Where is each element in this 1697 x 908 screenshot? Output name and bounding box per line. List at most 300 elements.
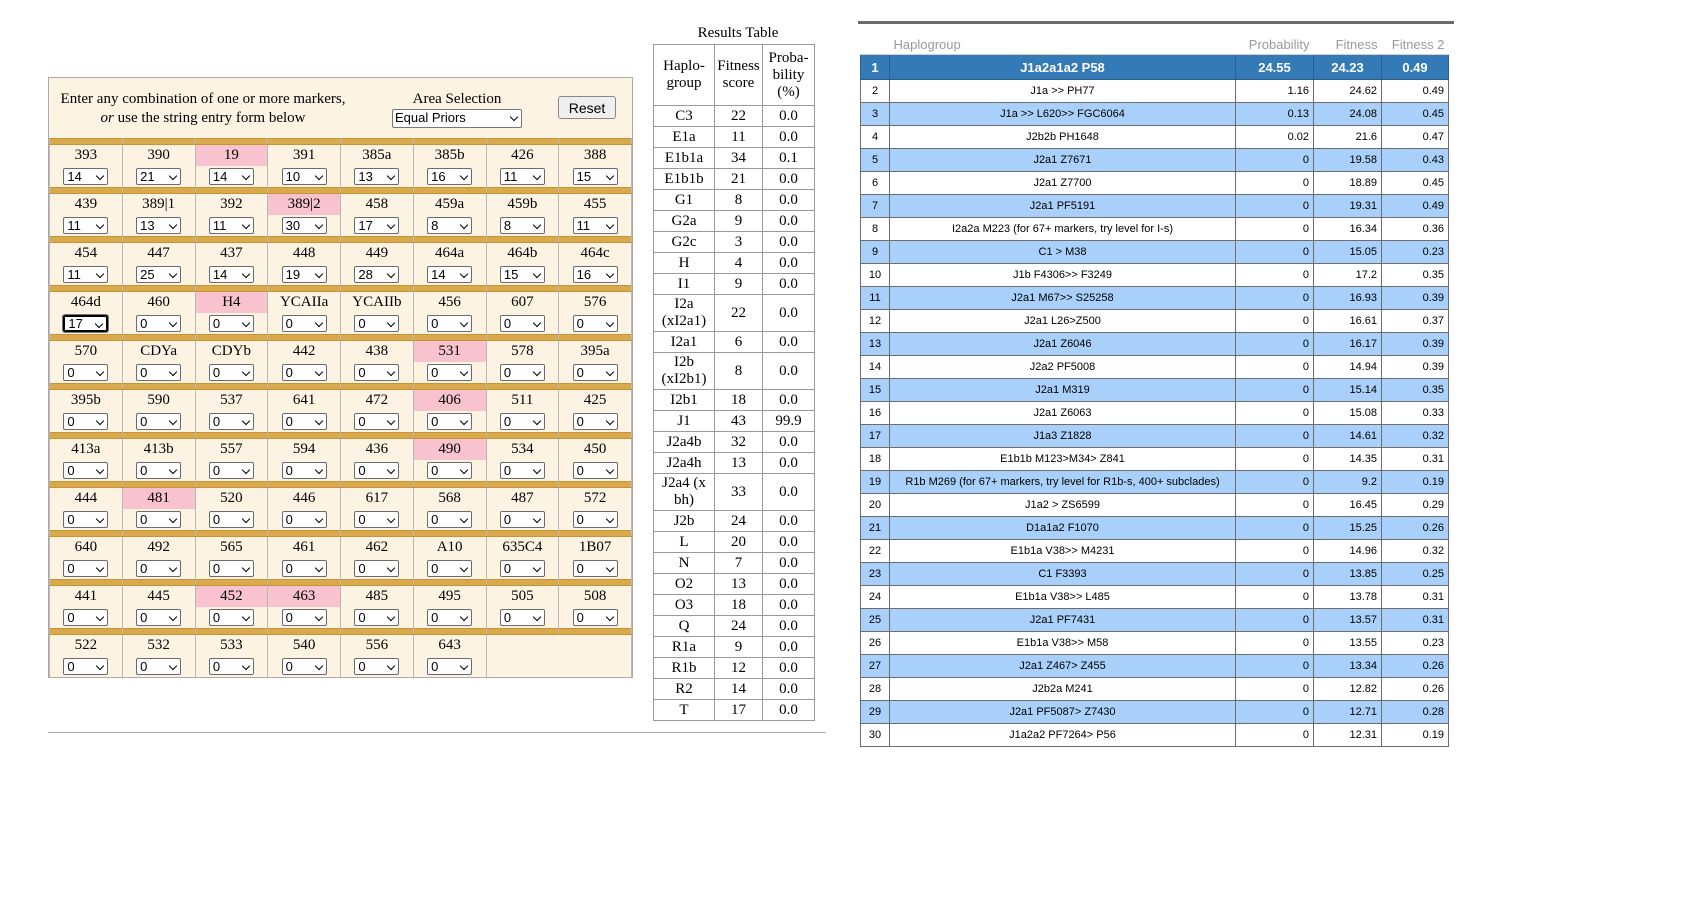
- marker-select[interactable]: [209, 511, 254, 528]
- marker-select[interactable]: [209, 217, 254, 234]
- haplogroup-grid[interactable]: [860, 34, 1452, 772]
- reset-button[interactable]: Reset: [558, 96, 616, 119]
- marker-select[interactable]: [354, 413, 399, 430]
- marker-select[interactable]: [63, 413, 108, 430]
- marker-select-value: 11: [503, 169, 518, 185]
- marker-select-value: 0: [503, 365, 512, 381]
- marker-select-value: 11: [67, 218, 81, 234]
- marker-select-value: 0: [431, 316, 439, 332]
- marker-label: 461: [268, 537, 341, 559]
- grid-row[interactable]: [861, 655, 1449, 678]
- chevron-down-icon: [169, 613, 177, 621]
- grid-row[interactable]: [861, 333, 1449, 356]
- marker-select-value: 0: [576, 365, 584, 381]
- marker-select-value: 0: [285, 316, 293, 332]
- marker-select[interactable]: [282, 364, 327, 381]
- marker-select-value: 13: [140, 218, 155, 234]
- marker-value-cell: [50, 460, 123, 482]
- marker-select[interactable]: [500, 413, 545, 430]
- area-selection-dropdown[interactable]: Equal Priors: [392, 109, 522, 128]
- marker-select-value: 0: [212, 463, 221, 479]
- marker-select-value: 0: [67, 414, 75, 430]
- grid-header-haplogroup[interactable]: Haplogroup: [890, 34, 1236, 55]
- marker-value-cell: [50, 411, 123, 433]
- area-selection-label: Area Selection: [412, 91, 502, 107]
- grid-row[interactable]: [861, 218, 1449, 241]
- grid-row-index: 6: [861, 172, 890, 195]
- grid-probability: 0: [1236, 724, 1314, 747]
- chevron-down-icon: [169, 221, 177, 229]
- grid-row[interactable]: [861, 724, 1449, 747]
- grid-row[interactable]: [861, 425, 1449, 448]
- chevron-down-icon: [169, 564, 177, 572]
- marker-select[interactable]: [573, 217, 618, 234]
- marker-value-cell: [195, 362, 268, 384]
- grid-row-index: 13: [861, 333, 890, 356]
- marker-value-cell: [486, 362, 559, 384]
- grid-header-fitness[interactable]: Fitness: [1314, 34, 1382, 55]
- grid-row[interactable]: [861, 195, 1449, 218]
- grid-row[interactable]: [861, 678, 1449, 701]
- grid-row[interactable]: [861, 55, 1449, 80]
- marker-value-cell: [486, 460, 559, 482]
- grid-header-fitness-2[interactable]: Fitness 2: [1382, 34, 1449, 55]
- grid-probability: 0: [1236, 195, 1314, 218]
- marker-value-cell: [341, 264, 414, 286]
- marker-label-row: [50, 537, 632, 559]
- results-row: [654, 148, 815, 169]
- marker-select[interactable]: [354, 364, 399, 381]
- marker-value-cell: [486, 166, 559, 188]
- marker-select[interactable]: [500, 511, 545, 528]
- marker-select[interactable]: [282, 609, 327, 626]
- marker-value-cell: [50, 509, 123, 531]
- results-fitness: 43: [715, 411, 763, 432]
- marker-select[interactable]: [63, 168, 108, 185]
- results-haplogroup: C3: [654, 106, 715, 127]
- marker-select[interactable]: [63, 511, 108, 528]
- results-row: [654, 295, 815, 332]
- grid-fitness-2: 0.26: [1382, 655, 1449, 678]
- grid-row[interactable]: [861, 632, 1449, 655]
- grid-fitness-2: 0.35: [1382, 379, 1449, 402]
- marker-value-cell: [413, 166, 486, 188]
- marker-label: 447: [122, 243, 195, 265]
- results-fitness: 34: [715, 148, 763, 169]
- marker-select[interactable]: [282, 511, 327, 528]
- marker-value-cell: [195, 460, 268, 482]
- marker-select[interactable]: [354, 511, 399, 528]
- marker-select[interactable]: [136, 364, 181, 381]
- chevron-down-icon: [605, 564, 613, 572]
- marker-select-value: 28: [358, 267, 373, 283]
- grid-row-index: 29: [861, 701, 890, 724]
- grid-haplogroup: J2b2b PH1648: [890, 126, 1236, 149]
- results-row: [654, 211, 815, 232]
- marker-label: H4: [195, 292, 268, 314]
- marker-select[interactable]: [63, 609, 108, 626]
- marker-select[interactable]: [209, 609, 254, 626]
- chevron-down-icon: [387, 564, 395, 572]
- marker-select[interactable]: [573, 609, 618, 626]
- results-haplogroup: I1: [654, 274, 715, 295]
- marker-select[interactable]: [500, 217, 545, 234]
- marker-value-cell: [268, 264, 341, 286]
- grid-row[interactable]: [861, 402, 1449, 425]
- marker-select[interactable]: [354, 217, 399, 234]
- marker-select[interactable]: [282, 315, 327, 332]
- marker-label: 459b: [486, 194, 559, 216]
- grid-row[interactable]: [861, 172, 1449, 195]
- grid-row-index: 9: [861, 241, 890, 264]
- marker-select[interactable]: [427, 609, 472, 626]
- marker-select[interactable]: [354, 658, 399, 675]
- grid-haplogroup: E1b1a V38>> M4231: [890, 540, 1236, 563]
- marker-label: 643: [413, 635, 486, 657]
- grid-haplogroup: J2a1 M319: [890, 379, 1236, 402]
- grid-row[interactable]: [861, 149, 1449, 172]
- marker-select[interactable]: [354, 609, 399, 626]
- grid-fitness-2: 0.19: [1382, 724, 1449, 747]
- grid-fitness: 16.45: [1314, 494, 1382, 517]
- marker-value-cell: [195, 656, 268, 677]
- grid-row[interactable]: [861, 494, 1449, 517]
- marker-select[interactable]: [136, 413, 181, 430]
- marker-value-cell: [122, 264, 195, 286]
- marker-select[interactable]: [354, 462, 399, 479]
- marker-select[interactable]: [354, 560, 399, 577]
- grid-fitness-2: 0.31: [1382, 448, 1449, 471]
- chevron-down-icon: [605, 172, 613, 180]
- results-haplogroup: Q: [654, 616, 715, 637]
- grid-haplogroup: J2a1 Z7671: [890, 149, 1236, 172]
- chevron-down-icon: [314, 221, 322, 229]
- marker-select[interactable]: [354, 315, 399, 332]
- marker-select[interactable]: [136, 511, 181, 528]
- marker-select-value: 0: [212, 512, 221, 528]
- marker-select[interactable]: [282, 168, 327, 185]
- results-fitness: 9: [715, 637, 763, 658]
- marker-select[interactable]: [209, 266, 254, 283]
- marker-select[interactable]: [63, 560, 108, 577]
- grid-fitness: 13.57: [1314, 609, 1382, 632]
- marker-select[interactable]: [63, 658, 108, 675]
- results-haplogroup: G1: [654, 190, 715, 211]
- grid-row[interactable]: [861, 701, 1449, 724]
- grid-row[interactable]: [861, 287, 1449, 310]
- grid-haplogroup: J2a1 PF5087> Z7430: [890, 701, 1236, 724]
- marker-select[interactable]: [573, 315, 618, 332]
- marker-select[interactable]: [63, 462, 108, 479]
- marker-value-cell: [268, 607, 341, 629]
- chevron-down-icon: [314, 172, 322, 180]
- grid-haplogroup: J1a2 > ZS6599: [890, 494, 1236, 517]
- marker-select[interactable]: [209, 658, 254, 675]
- marker-select-value: 0: [503, 463, 512, 479]
- chevron-down-icon: [387, 613, 395, 621]
- marker-select-value: 0: [576, 512, 584, 528]
- chevron-down-icon: [605, 515, 613, 523]
- marker-select[interactable]: [427, 168, 472, 185]
- marker-select[interactable]: [209, 462, 254, 479]
- marker-label: 594: [268, 439, 341, 461]
- marker-value-cell: [195, 313, 268, 335]
- marker-value-cell: [268, 509, 341, 531]
- marker-value-cell: [559, 166, 632, 188]
- marker-select-value: 21: [140, 169, 155, 185]
- marker-select-value: 25: [140, 267, 155, 283]
- results-probability: 0.0: [763, 532, 815, 553]
- marker-select-value: 0: [431, 561, 439, 577]
- marker-select[interactable]: [500, 609, 545, 626]
- grid-row-index: 1: [861, 55, 890, 80]
- marker-select-value: 0: [140, 414, 148, 430]
- marker-value-cell: [341, 607, 414, 629]
- marker-select[interactable]: [500, 168, 545, 185]
- marker-label: 458: [341, 194, 414, 216]
- marker-select[interactable]: [282, 217, 327, 234]
- grid-row-index: 28: [861, 678, 890, 701]
- marker-select[interactable]: [573, 266, 618, 283]
- marker-select[interactable]: [427, 511, 472, 528]
- marker-select[interactable]: [354, 266, 399, 283]
- grid-row[interactable]: [861, 540, 1449, 563]
- marker-select[interactable]: [500, 364, 545, 381]
- grid-row[interactable]: [861, 80, 1449, 103]
- grid-row[interactable]: [861, 310, 1449, 333]
- marker-select[interactable]: [282, 658, 327, 675]
- marker-select[interactable]: [427, 560, 472, 577]
- marker-value-cell: [268, 362, 341, 384]
- chevron-down-icon: [96, 221, 104, 229]
- results-probability: 0.0: [763, 432, 815, 453]
- grid-probability: 1.16: [1236, 80, 1314, 103]
- grid-header-probability[interactable]: Probability: [1236, 34, 1314, 55]
- chevron-down-icon: [169, 368, 177, 376]
- marker-label: 540: [268, 635, 341, 657]
- marker-select[interactable]: [136, 168, 181, 185]
- marker-label-row: [50, 439, 632, 461]
- marker-select[interactable]: [136, 217, 181, 234]
- marker-label: 487: [486, 488, 559, 510]
- grid-row[interactable]: [861, 448, 1449, 471]
- results-probability: 0.0: [763, 700, 815, 721]
- grid-probability: 0: [1236, 563, 1314, 586]
- instructions-text: Enter any combination of one or more markers, or use the string entry form below: [60, 91, 346, 126]
- marker-select-value: 8: [503, 218, 512, 234]
- marker-select-value: 0: [140, 659, 148, 675]
- marker-select[interactable]: [63, 315, 108, 332]
- marker-select-value: 0: [212, 414, 221, 430]
- marker-value-cell: [486, 313, 559, 335]
- marker-value-row: [50, 509, 632, 531]
- marker-label: 472: [341, 390, 414, 412]
- results-fitness: 21: [715, 169, 763, 190]
- chevron-down-icon: [533, 319, 541, 327]
- results-haplogroup: J2a4h: [654, 453, 715, 474]
- grid-fitness-2: 0.25: [1382, 563, 1449, 586]
- marker-select[interactable]: [282, 266, 327, 283]
- grid-row[interactable]: [861, 563, 1449, 586]
- marker-select[interactable]: [427, 266, 472, 283]
- marker-select-value: 0: [503, 561, 512, 577]
- marker-label: 448: [268, 243, 341, 265]
- marker-select[interactable]: [209, 315, 254, 332]
- grid-fitness: 12.71: [1314, 701, 1382, 724]
- marker-select-value: 0: [431, 463, 439, 479]
- marker-select[interactable]: [573, 168, 618, 185]
- marker-select[interactable]: [136, 266, 181, 283]
- chevron-down-icon: [242, 172, 250, 180]
- grid-row[interactable]: [861, 471, 1449, 494]
- marker-select[interactable]: [427, 462, 472, 479]
- marker-select[interactable]: [573, 413, 618, 430]
- grid-row[interactable]: [861, 379, 1449, 402]
- marker-select[interactable]: [427, 658, 472, 675]
- results-haplogroup: O3: [654, 595, 715, 616]
- marker-label-row: [50, 243, 632, 265]
- marker-select[interactable]: [354, 168, 399, 185]
- grid-probability: 0: [1236, 310, 1314, 333]
- grid-probability: 0: [1236, 448, 1314, 471]
- results-probability: 0.0: [763, 390, 815, 411]
- chevron-down-icon: [533, 564, 541, 572]
- marker-select[interactable]: [573, 462, 618, 479]
- grid-probability: 0.02: [1236, 126, 1314, 149]
- marker-select[interactable]: [136, 658, 181, 675]
- marker-value-row: [50, 558, 632, 580]
- grid-haplogroup: J2a1 PF7431: [890, 609, 1236, 632]
- grid-row[interactable]: [861, 264, 1449, 287]
- grid-fitness: 15.14: [1314, 379, 1382, 402]
- results-row: [654, 658, 815, 679]
- marker-label: 607: [486, 292, 559, 314]
- marker-value-cell: [50, 264, 123, 286]
- marker-label-row: [50, 145, 632, 167]
- marker-select[interactable]: [427, 413, 472, 430]
- grid-row[interactable]: [861, 609, 1449, 632]
- marker-select[interactable]: [209, 413, 254, 430]
- marker-value-cell: [559, 558, 632, 580]
- marker-select[interactable]: [63, 217, 108, 234]
- marker-label: CDYb: [195, 341, 268, 363]
- marker-label: 388: [559, 145, 632, 167]
- marker-label: A10: [413, 537, 486, 559]
- marker-select[interactable]: [209, 364, 254, 381]
- grid-row-index: 30: [861, 724, 890, 747]
- marker-select[interactable]: [573, 511, 618, 528]
- grid-fitness: 16.61: [1314, 310, 1382, 333]
- marker-select-value: 0: [67, 659, 75, 675]
- marker-value-cell: [341, 509, 414, 531]
- grid-row-index: 26: [861, 632, 890, 655]
- marker-select[interactable]: [573, 364, 618, 381]
- grid-top-border: [858, 21, 1454, 24]
- marker-select[interactable]: [209, 168, 254, 185]
- marker-select[interactable]: [136, 462, 181, 479]
- marker-select[interactable]: [63, 364, 108, 381]
- marker-select-value: 0: [358, 463, 366, 479]
- grid-row[interactable]: [861, 517, 1449, 540]
- results-haplogroup: H: [654, 253, 715, 274]
- chevron-down-icon: [314, 515, 322, 523]
- marker-select[interactable]: [136, 315, 181, 332]
- grid-header-index: [861, 34, 890, 55]
- marker-select[interactable]: [282, 462, 327, 479]
- marker-select[interactable]: [500, 560, 545, 577]
- marker-select[interactable]: [282, 413, 327, 430]
- results-probability: 0.0: [763, 616, 815, 637]
- grid-row[interactable]: [861, 356, 1449, 379]
- marker-label: 446: [268, 488, 341, 510]
- marker-select[interactable]: [63, 266, 108, 283]
- chevron-down-icon: [533, 417, 541, 425]
- results-fitness: 11: [715, 127, 763, 148]
- marker-label: 385b: [413, 145, 486, 167]
- marker-value-cell: [486, 215, 559, 237]
- marker-value-cell: [122, 558, 195, 580]
- marker-select[interactable]: [136, 560, 181, 577]
- results-row: [654, 127, 815, 148]
- grid-probability: 0: [1236, 701, 1314, 724]
- grid-row-index: 14: [861, 356, 890, 379]
- marker-select-value: 0: [576, 316, 584, 332]
- grid-fitness: 14.96: [1314, 540, 1382, 563]
- grid-row[interactable]: [861, 241, 1449, 264]
- grid-row[interactable]: [861, 586, 1449, 609]
- results-fitness: 20: [715, 532, 763, 553]
- marker-value-row: [50, 166, 632, 188]
- grid-row-index: 21: [861, 517, 890, 540]
- marker-select[interactable]: [209, 560, 254, 577]
- marker-value-cell: [486, 509, 559, 531]
- results-haplogroup: I2b1: [654, 390, 715, 411]
- marker-select[interactable]: [282, 560, 327, 577]
- marker-select[interactable]: [427, 315, 472, 332]
- marker-label: 425: [559, 390, 632, 412]
- grid-fitness: 16.17: [1314, 333, 1382, 356]
- grid-row[interactable]: [861, 103, 1449, 126]
- chevron-down-icon: [314, 466, 322, 474]
- grid-fitness: 18.89: [1314, 172, 1382, 195]
- marker-select[interactable]: [573, 560, 618, 577]
- marker-label: 464d: [50, 292, 123, 314]
- marker-label: 511: [486, 390, 559, 412]
- chevron-down-icon: [169, 515, 177, 523]
- marker-label: 537: [195, 390, 268, 412]
- marker-label: 557: [195, 439, 268, 461]
- grid-row[interactable]: [861, 126, 1449, 149]
- marker-select[interactable]: [500, 462, 545, 479]
- marker-label: YCAIIb: [341, 292, 414, 314]
- marker-select[interactable]: [500, 266, 545, 283]
- marker-select[interactable]: [500, 315, 545, 332]
- marker-select[interactable]: [427, 364, 472, 381]
- marker-label: 449: [341, 243, 414, 265]
- marker-label: 534: [486, 439, 559, 461]
- marker-select-value: 0: [431, 610, 439, 626]
- results-haplogroup: J2b: [654, 511, 715, 532]
- marker-select-value: 0: [212, 659, 221, 675]
- marker-label: 393: [50, 145, 123, 167]
- marker-value-cell: [341, 558, 414, 580]
- marker-value-cell: [268, 656, 341, 677]
- marker-select[interactable]: [136, 609, 181, 626]
- results-header-fitness: Fitness score: [715, 45, 763, 106]
- marker-select-value: 0: [67, 512, 75, 528]
- chevron-down-icon: [605, 417, 613, 425]
- marker-select[interactable]: [427, 217, 472, 234]
